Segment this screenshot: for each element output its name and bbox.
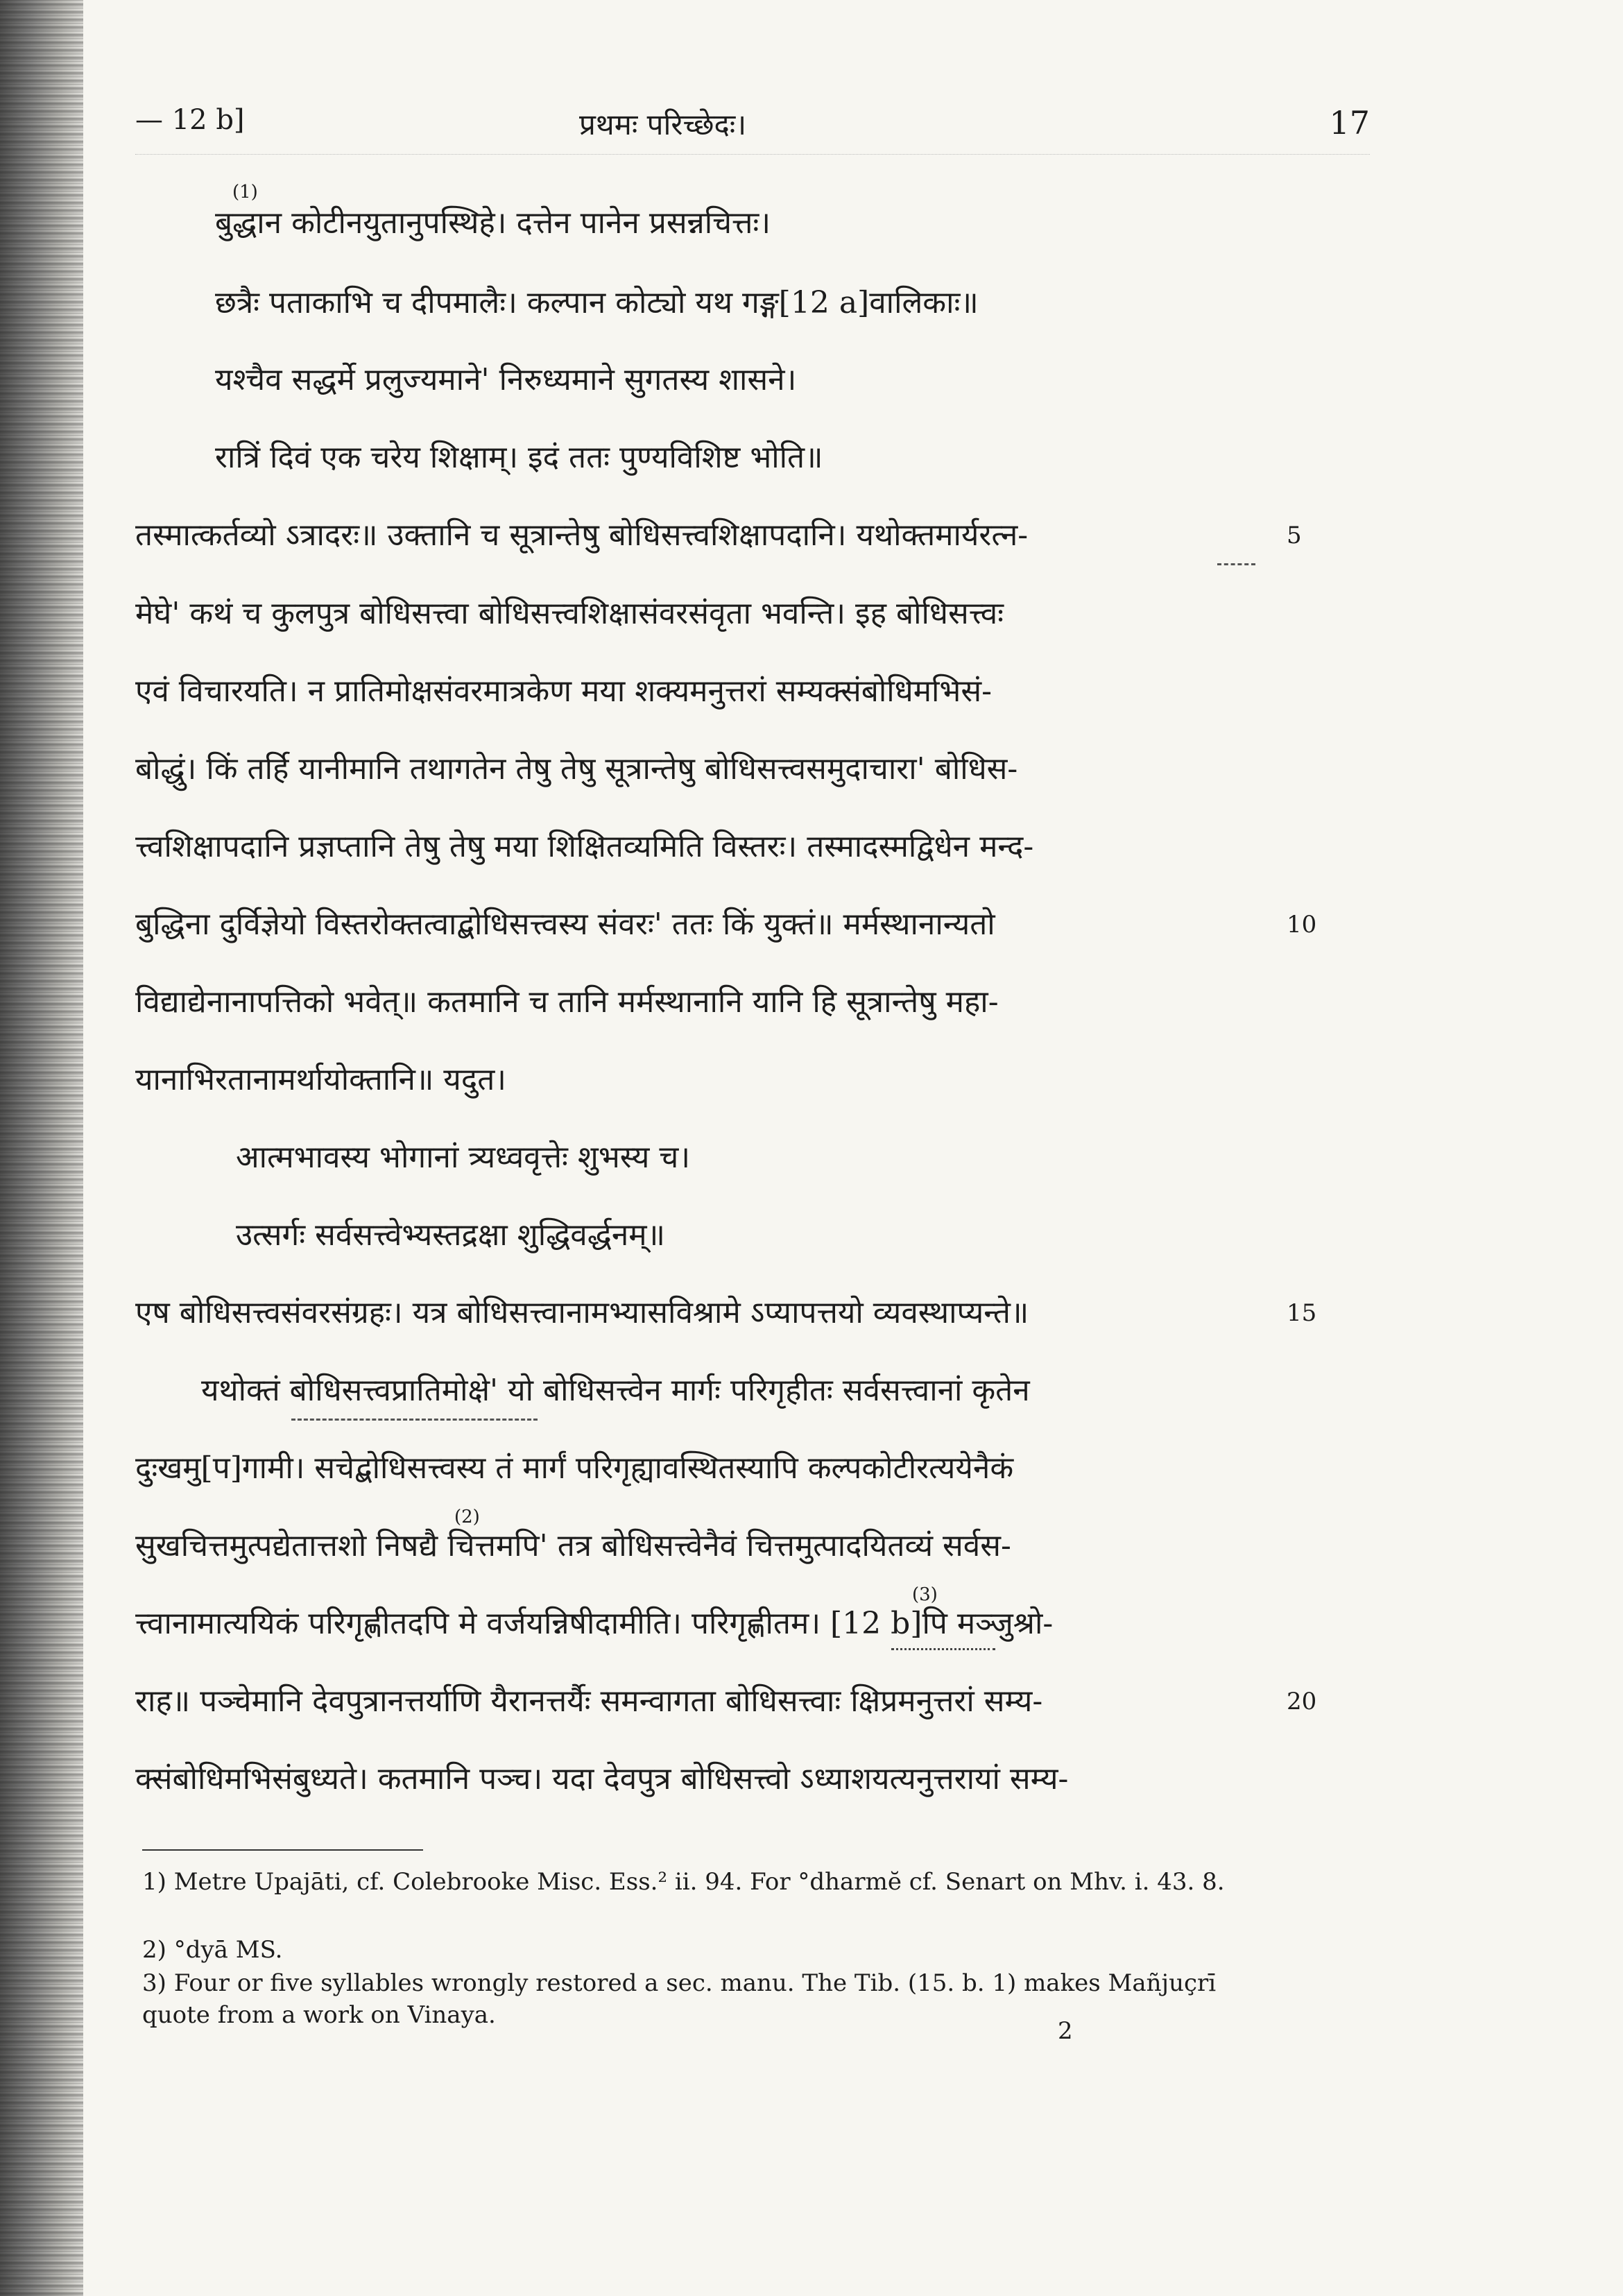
text-line-12: यानाभिरतानामर्थायोक्तानि॥ यदुत। xyxy=(135,1062,506,1097)
footnote-2: 2) °dyā MS. xyxy=(142,1936,283,1964)
printer-signature: 2 xyxy=(1058,2017,1073,2045)
text-line-19: त्त्वानामात्ययिकं परिगृह्णीतदपि मे वर्जयन्निषीदामीति। परिगृह्णीतम। [12 b]पि मञ्जुश्रो- xyxy=(135,1606,1054,1641)
footnote-rule xyxy=(142,1849,423,1851)
text-line-7: एवं विचारयति। न प्रातिमोक्षसंवरमात्रकेण मया शक्यमनुत्तरां सम्यक्संबोधिमभिसं- xyxy=(135,674,992,709)
text-line-13: आत्मभावस्य भोगानां त्र्यध्ववृत्तेः शुभस्य च। xyxy=(236,1140,691,1175)
footnote-1: 1) Metre Upajāti, cf. Colebrooke Misc. Ess.² ii. 94. For °dharmĕ cf. Senart on Mhv. i. 43. 8. xyxy=(142,1868,1225,1896)
scan-binding-edge xyxy=(0,0,83,2296)
text-line-10: बुद्धिना दुर्विज्ञेयो विस्तरोक्तत्वाद्बोधिसत्त्वस्य संवरः' ततः किं युक्तं॥ मर्मस्थानान्यतो xyxy=(135,907,995,942)
text-line-18: सुखचित्तमुत्पद्येतात्तशो निषद्यै चित्तमपि' तत्र बोधिसत्त्वेनैवं चित्तमुत्पादयितव्यं सर्वस- xyxy=(135,1528,1011,1563)
line-number-5: 5 xyxy=(1287,522,1302,549)
text-line-11: विद्याद्येनानापत्तिको भवेत्॥ कतमानि च तानि मर्मस्थानानि यानि हि सूत्रान्तेषु महा- xyxy=(135,984,999,1020)
text-line-9: त्त्वशिक्षापदानि प्रज्ञप्तानि तेषु तेषु मया शिक्षितव्यमिति विस्तरः। तस्मादस्मद्विधेन मन्द- xyxy=(135,829,1034,864)
running-header xyxy=(135,104,1370,153)
text-line-15: एष बोधिसत्त्वसंवरसंग्रहः। यत्र बोधिसत्त्वानामभ्यासविश्रामे ऽप्यापत्तयो व्यवस्थाप्यन्ते॥ xyxy=(135,1295,1029,1330)
line-number-20: 20 xyxy=(1287,1688,1317,1715)
header-chapter-title: प्रथमः परिच्छेदः। xyxy=(579,108,747,142)
header-left: — 12 b] xyxy=(135,104,245,136)
text-line-2: छत्रैः पताकाभि च दीपमालैः। कल्पान कोट्यो यथ गङ्ग[12 a]वालिकाः॥ xyxy=(215,285,979,320)
wavy-underline xyxy=(1217,563,1255,565)
text-line-5: तस्मात्कर्तव्यो ऽत्रादरः॥ उक्तानि च सूत्रान्तेषु बोधिसत्त्वशिक्षापदानि। यथोक्तमार्यरत्न- xyxy=(135,517,1029,553)
footnote-mark-3: (3) xyxy=(912,1584,938,1605)
text-line-14: उत्सर्गः सर्वसत्त्वेभ्यस्तद्रक्षा शुद्धिवर्द्धनम्॥ xyxy=(236,1217,665,1253)
header-rule xyxy=(135,154,1370,155)
footnote-3: 3) Four or five syllables wrongly restored a sec. manu. The Tib. (15. b. 1) makes Mañjuçrī quote from a work on Vinaya. xyxy=(142,1969,1217,2029)
line-number-15: 15 xyxy=(1287,1299,1317,1327)
text-line-17: दुःखमु[प]गामी। सचेद्बोधिसत्त्वस्य तं मार्गं परिगृह्यावस्थितस्यापि कल्पकोटीरत्ययेनैकं xyxy=(135,1450,1014,1486)
line-number-10: 10 xyxy=(1287,911,1317,939)
wavy-underline-2 xyxy=(291,1419,538,1421)
text-line-20: राह॥ पञ्चेमानि देवपुत्रानत्तर्याणि यैरानत्तर्यैः समन्वागता बोधिसत्त्वाः क्षिप्रमनुत्तरां सम्य- xyxy=(135,1684,1043,1719)
text-line-4: रात्रिं दिवं एक चरेय शिक्षाम्। इदं ततः पुण्यविशिष्ट भोति॥ xyxy=(215,440,823,475)
text-line-16: यथोक्तं बोधिसत्त्वप्रातिमोक्षे' यो बोधिसत्त्वेन मार्गः परिगृहीतः सर्वसत्त्वानां कृतेन xyxy=(201,1373,1030,1408)
footnote-mark-2: (2) xyxy=(454,1507,480,1527)
text-line-21: क्संबोधिमभिसंबुध्यते। कतमानि पञ्च। यदा देवपुत्र बोधिसत्त्वो ऽध्याशयत्यनुत्तरायां सम्य- xyxy=(135,1761,1069,1797)
footnote-mark-1: (1) xyxy=(232,182,258,203)
text-line-1: बुद्धान कोटीनयुतानुपस्थिहे। दत्तेन पानेन प्रसन्नचित्तः। xyxy=(215,205,771,241)
text-line-6: मेघे' कथं च कुलपुत्र बोधिसत्त्वा बोधिसत्त्वशिक्षासंवरसंवृता भवन्ति। इह बोधिसत्त्वः xyxy=(135,596,1004,631)
text-line-3: यश्चैव सद्धर्मे प्रलुज्यमाने' निरुध्यमाने सुगतस्य शासने। xyxy=(215,362,797,397)
page-number: 17 xyxy=(1329,104,1370,142)
text-line-8: बोद्धुं। किं तर्हि यानीमानि तथागतेन तेषु तेषु सूत्रान्तेषु बोधिसत्त्वसमुदाचारा' बोधिस- xyxy=(135,751,1018,787)
dotted-underline xyxy=(891,1648,995,1650)
